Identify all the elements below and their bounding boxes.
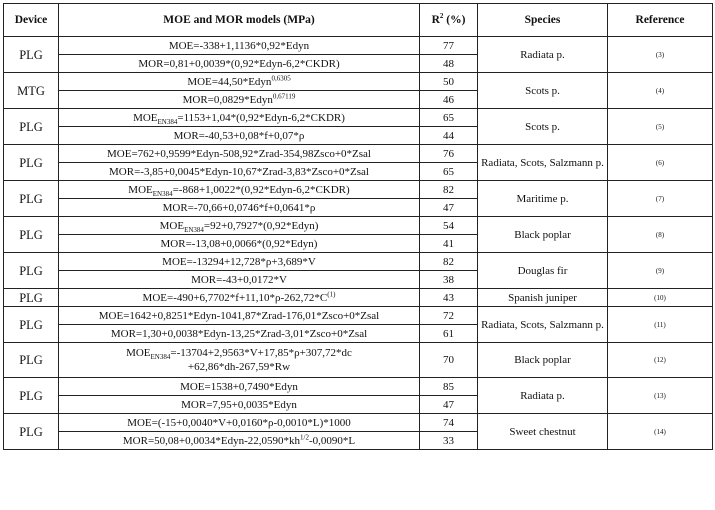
reference-cell: (5) [608,109,713,145]
model-cell [59,235,420,253]
species-cell: Douglas fir [478,253,608,289]
model-subscript: EN384 [184,225,204,234]
model-text: MOE [128,183,153,196]
device-cell: PLG [4,109,59,145]
reference-cell: (8) [608,217,713,253]
model-cell [59,91,420,109]
r2-cell: 46 [420,91,478,109]
r2-cell: 65 [420,109,478,127]
moe-mor-models-table [3,3,713,450]
r2-cell: 85 [420,378,478,396]
model-text: MOE=-338+1,1136*0,92*Edyn [168,39,310,52]
header-device: Device [4,4,59,37]
r2-cell: 47 [420,396,478,414]
model-text: MOE=-13294+12,728*ρ+3,689*V [162,255,316,268]
model-cell [59,253,420,271]
model-cell [59,271,420,289]
table-row [4,73,713,91]
species-cell: Radiata, Scots, Salzmann p. [478,307,608,343]
model-text: MOR=0,81+0,0039*(0,92*Edyn-6,2*CKDR) [138,57,340,70]
table-row [4,109,713,127]
model-text: MOR=0,0829*Edyn [182,93,273,106]
model-cell [59,343,420,378]
device-cell: PLG [4,253,59,289]
device-cell: PLG [4,343,59,378]
r2-cell: 82 [420,253,478,271]
device-cell: PLG [4,181,59,217]
r2-cell: 43 [420,289,478,307]
r2-cell: 70 [420,343,478,378]
device-cell: PLG [4,378,59,414]
model-cell [59,289,420,307]
device-cell: PLG [4,217,59,253]
model-text-tail: -0,0090*L [308,434,356,447]
model-cell [59,325,420,343]
model-superscript: 1/2 [300,432,309,441]
model-text: MOE=1642+0,8251*Edyn-1041,87*Zrad-176,01*Zsco+0*Zsal [98,309,380,322]
table-row [4,253,713,271]
device-cell: PLG [4,37,59,73]
r2-cell: 38 [420,271,478,289]
species-cell: Scots p. [478,73,608,109]
r2-cell: 61 [420,325,478,343]
r2-cell: 74 [420,414,478,432]
model-cell [59,55,420,73]
r2-cell: 65 [420,163,478,181]
device-cell: PLG [4,414,59,450]
r2-cell: 41 [420,235,478,253]
model-text: MOR=-13,08+0,0066*(0,92*Edyn) [160,237,318,250]
species-cell: Radiata, Scots, Salzmann p. [478,145,608,181]
device-cell: PLG [4,307,59,343]
model-cell [59,307,420,325]
table-row [4,378,713,396]
model-subscript: EN384 [150,353,171,362]
model-text-tail: =-13704+2,9563*V+17,85*ρ+307,72*dc [170,347,352,359]
model-text: MOE [126,347,151,359]
table-row [4,414,713,432]
r2-cell: 54 [420,217,478,235]
model-text-tail: =92+0,7927*(0,92*Edyn) [203,219,319,232]
model-cell [59,199,420,217]
table-row [4,37,713,55]
model-text: MOE=(-15+0,0040*V+0,0160*ρ-0,0010*L)*1000 [127,416,351,429]
model-text: MOR=50,08+0,0034*Edyn-22,0590*kh [122,434,300,447]
model-cell [59,163,420,181]
r2-cell: 50 [420,73,478,91]
model-cell [59,378,420,396]
model-cell [59,73,420,91]
model-cell [59,432,420,450]
r2-cell: 77 [420,37,478,55]
device-cell: PLG [4,145,59,181]
model-text: MOE [133,111,158,124]
model-text-line2: +62,86*dh-267,59*Rw [187,361,291,373]
model-cell [59,217,420,235]
r2-cell: 33 [420,432,478,450]
model-cell [59,127,420,145]
model-cell [59,181,420,199]
reference-cell: (3) [608,37,713,73]
species-cell: Radiata p. [478,378,608,414]
model-text: MOE=1538+0,7490*Edyn [180,380,298,393]
model-text: MOR=1,30+0,0038*Edyn-13,25*Zrad-3,01*Zsco+0*Zsal [110,327,368,340]
r2-cell: 82 [420,181,478,199]
reference-cell: (6) [608,145,713,181]
table-row [4,307,713,325]
model-cell [59,414,420,432]
device-cell: PLG [4,289,59,307]
model-text: MOE=762+0,9599*Edyn-508,92*Zrad-354,98Zsco+0*Zsal [107,147,371,160]
header-species: Species [478,4,608,37]
header-r2: $R^2$ (%) [420,4,478,37]
reference-cell: (7) [608,181,713,217]
device-cell: MTG [4,73,59,109]
reference-cell: (9) [608,253,713,289]
r2-cell: 44 [420,127,478,145]
reference-cell: (14) [608,414,713,450]
model-cell [59,109,420,127]
model-text: MOE=44,50*Edyn [187,75,272,88]
model-text: MOR=-70,66+0,0746*f+0,0641*ρ [162,201,316,214]
species-cell: Black poplar [478,217,608,253]
model-text: MOR=-40,53+0,08*f+0,07*ρ [173,129,305,142]
r2-cell: 72 [420,307,478,325]
model-subscript: EN384 [157,117,178,126]
species-cell: Black poplar [478,343,608,378]
model-text: MOR=-3,85+0,0045*Edyn-10,67*Zrad-3,83*Zsco+0*Zsal [109,165,369,178]
model-cell [59,37,420,55]
reference-cell: (12) [608,343,713,378]
model-text-tail: =-868+1,0022*(0,92*Edyn-6,2*CKDR) [172,183,350,196]
header-reference: Reference [608,4,713,37]
reference-cell: (11) [608,307,713,343]
species-cell: Scots p. [478,109,608,145]
r2-cell: 47 [420,199,478,217]
table-row [4,343,713,378]
species-cell: Sweet chestnut [478,414,608,450]
table-row [4,217,713,235]
reference-cell: (10) [608,289,713,307]
model-text: MOE=-490+6,7702*f+11,10*ρ-262,72*C [142,291,328,304]
species-cell: Spanish juniper [478,289,608,307]
r2-cell: 48 [420,55,478,73]
header-models: MOE and MOR models (MPa) [59,4,420,37]
model-superscript: (1) [327,289,336,298]
reference-cell: (4) [608,73,713,109]
header-row [4,4,713,37]
table-row [4,181,713,199]
model-superscript: 0,67119 [272,91,296,100]
model-subscript: EN384 [152,189,173,198]
reference-cell: (13) [608,378,713,414]
model-superscript: 0,6305 [271,73,291,82]
species-cell: Radiata p. [478,37,608,73]
model-cell [59,145,420,163]
model-text: MOE [159,219,185,232]
species-cell: Maritime p. [478,181,608,217]
r2-cell: 76 [420,145,478,163]
table-row [4,289,713,307]
model-cell [59,396,420,414]
model-text-tail: =1153+1,04*(0,92*Edyn-6,2*CKDR) [177,111,345,124]
model-text: MOR=7,95+0,0035*Edyn [181,398,297,411]
table-row [4,145,713,163]
model-text: MOR=-43+0,0172*V [191,273,287,286]
